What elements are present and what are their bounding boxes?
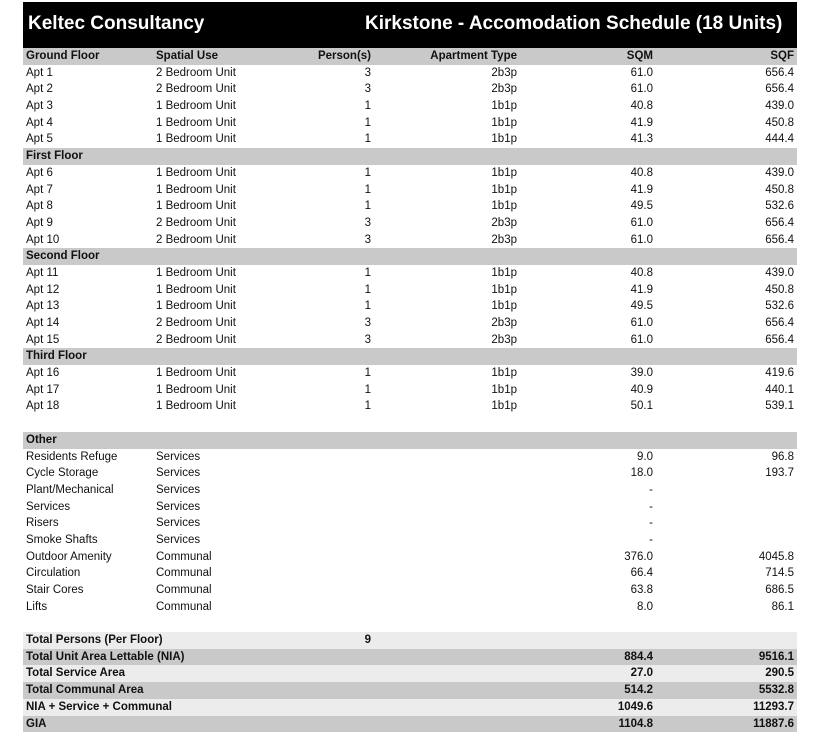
unit-sqm: 39.0 (630, 367, 653, 380)
unit-spatial-use: 1 Bedroom Unit (156, 367, 236, 380)
table-row (23, 131, 797, 148)
unit-persons: 3 (364, 66, 371, 79)
floor-name: First Floor (26, 150, 83, 163)
area-spatial-use: Services (156, 517, 201, 530)
area-sqm: - (649, 500, 653, 513)
unit-apartment-type: 1b1p (491, 300, 517, 313)
area-name: Cycle Storage (26, 467, 99, 480)
unit-name: Apt 13 (26, 300, 60, 313)
area-sqf: 686.5 (765, 584, 794, 596)
unit-apartment-type: 1b1p (491, 283, 517, 296)
unit-sqf: 656.4 (765, 83, 794, 96)
unit-spatial-use: 2 Bedroom Unit (156, 216, 236, 229)
area-spatial-use: Services (156, 467, 201, 480)
unit-name: Apt 10 (26, 233, 60, 246)
table-row (23, 165, 797, 182)
unit-sqf: 439.0 (765, 266, 794, 279)
unit-spatial-use: 2 Bedroom Unit (156, 333, 236, 346)
area-spatial-use: Communal (156, 567, 212, 580)
unit-sqm: 40.8 (630, 266, 653, 279)
table-row (23, 398, 797, 415)
unit-name: Apt 4 (26, 116, 53, 129)
unit-persons: 1 (364, 166, 371, 179)
unit-sqf: 450.8 (765, 283, 794, 296)
unit-spatial-use: 2 Bedroom Unit (156, 83, 236, 96)
unit-sqm: 49.5 (630, 300, 653, 313)
area-sqm: 66.4 (630, 567, 653, 580)
table-row (23, 65, 797, 82)
column-header-sqf: SQF (770, 50, 794, 62)
accommodation-schedule-sheet (23, 2, 797, 732)
area-name: Risers (26, 517, 59, 530)
total-sqf: 5532.8 (758, 684, 794, 697)
unit-name: Apt 2 (26, 83, 53, 96)
unit-sqf: 656.4 (765, 216, 794, 229)
area-sqm: - (649, 533, 653, 546)
column-header-spatial-use: Spatial Use (156, 50, 218, 62)
total-label: NIA + Service + Communal (26, 700, 172, 713)
totals-row (23, 682, 797, 699)
area-spatial-use: Services (156, 500, 201, 513)
unit-sqm: 61.0 (630, 233, 653, 246)
unit-sqm: 40.8 (630, 100, 653, 113)
unit-apartment-type: 2b3p (491, 66, 517, 79)
table-row (23, 98, 797, 115)
unit-sqm: 61.0 (630, 333, 653, 346)
floor-header-row (23, 348, 797, 365)
unit-apartment-type: 1b1p (491, 100, 517, 113)
unit-apartment-type: 1b1p (491, 133, 517, 146)
area-name: Smoke Shafts (26, 533, 98, 546)
table-row (23, 81, 797, 98)
area-name: Services (26, 500, 71, 513)
unit-sqm: 40.8 (630, 166, 653, 179)
table-row (23, 332, 797, 349)
unit-spatial-use: 2 Bedroom Unit (156, 317, 236, 329)
unit-sqm: 41.9 (630, 183, 653, 196)
area-spatial-use: Services (156, 450, 201, 463)
unit-name: Apt 15 (26, 333, 60, 346)
totals-row (23, 699, 797, 716)
unit-sqf: 656.4 (765, 66, 794, 79)
unit-apartment-type: 1b1p (491, 116, 517, 129)
column-header-apartment-type: Apartment Type (430, 50, 517, 62)
unit-apartment-type: 1b1p (491, 266, 517, 279)
area-sqf: 4045.8 (758, 550, 794, 563)
total-sqm: 27.0 (630, 667, 653, 680)
unit-sqf: 439.0 (765, 100, 794, 113)
unit-sqm: 41.3 (630, 133, 653, 146)
total-label: Total Communal Area (26, 684, 144, 697)
area-sqm: - (649, 483, 653, 496)
table-row (23, 215, 797, 232)
table-row (23, 198, 797, 215)
area-name: Outdoor Amenity (26, 550, 112, 563)
unit-apartment-type: 2b3p (491, 317, 517, 329)
unit-name: Apt 6 (26, 166, 53, 179)
unit-sqf: 444.4 (765, 133, 794, 146)
unit-spatial-use: 2 Bedroom Unit (156, 66, 236, 79)
column-header-sqm: SQM (626, 50, 653, 62)
unit-name: Apt 14 (26, 317, 60, 329)
table-row (23, 265, 797, 282)
unit-spatial-use: 1 Bedroom Unit (156, 266, 236, 279)
unit-name: Apt 11 (26, 266, 59, 279)
unit-spatial-use: 1 Bedroom Unit (156, 133, 236, 146)
table-row (23, 298, 797, 315)
floor-header-row (23, 148, 797, 165)
unit-persons: 1 (364, 283, 371, 296)
unit-apartment-type: 2b3p (491, 216, 517, 229)
unit-persons: 1 (364, 300, 371, 313)
unit-name: Apt 18 (26, 400, 60, 413)
schedule-table (23, 48, 797, 732)
table-row (23, 115, 797, 132)
table-row (23, 599, 797, 616)
unit-sqm: 49.5 (630, 200, 653, 213)
unit-name: Apt 16 (26, 367, 60, 380)
schedule-header (23, 2, 797, 48)
unit-name: Apt 3 (26, 100, 53, 113)
unit-sqm: 61.0 (630, 66, 653, 79)
table-row (23, 382, 797, 399)
unit-spatial-use: 1 Bedroom Unit (156, 100, 236, 113)
table-row (23, 282, 797, 299)
total-persons: 9 (364, 634, 371, 647)
area-name: Lifts (26, 600, 48, 613)
area-name: Circulation (26, 567, 81, 580)
area-spatial-use: Communal (156, 584, 212, 596)
area-sqf: 96.8 (771, 450, 794, 463)
table-spacer (23, 415, 797, 432)
unit-name: Apt 1 (26, 66, 53, 79)
table-row (23, 499, 797, 516)
unit-name: Apt 5 (26, 133, 53, 146)
unit-spatial-use: 1 Bedroom Unit (156, 200, 236, 213)
area-spatial-use: Communal (156, 600, 212, 613)
unit-persons: 1 (364, 400, 371, 413)
other-section-name: Other (26, 433, 57, 446)
totals-row (23, 716, 797, 733)
unit-sqf: 532.6 (765, 300, 794, 313)
total-sqm: 1049.6 (617, 700, 653, 713)
unit-persons: 3 (364, 233, 371, 246)
unit-persons: 1 (364, 383, 371, 396)
unit-spatial-use: 1 Bedroom Unit (156, 183, 236, 196)
unit-persons: 3 (364, 333, 371, 346)
floor-name: Third Floor (26, 350, 87, 363)
unit-name: Apt 12 (26, 283, 60, 296)
unit-persons: 1 (364, 133, 371, 146)
unit-sqf: 419.6 (765, 367, 794, 380)
total-sqf: 11293.7 (753, 700, 794, 713)
unit-sqm: 61.0 (630, 83, 653, 96)
unit-apartment-type: 2b3p (491, 83, 517, 96)
total-sqm: 884.4 (624, 650, 653, 663)
unit-sqf: 656.4 (765, 233, 794, 246)
total-sqf: 290.5 (765, 667, 794, 680)
unit-name: Apt 17 (26, 383, 60, 396)
area-sqm: 18.0 (630, 467, 653, 480)
table-row (23, 182, 797, 199)
area-sqf: 193.7 (765, 467, 794, 480)
table-row (23, 315, 797, 332)
unit-apartment-type: 1b1p (491, 367, 517, 380)
unit-name: Apt 9 (26, 216, 53, 229)
unit-apartment-type: 1b1p (491, 183, 517, 196)
area-sqm: 376.0 (624, 550, 653, 563)
unit-persons: 1 (364, 183, 371, 196)
area-spatial-use: Services (156, 533, 201, 546)
area-spatial-use: Services (156, 483, 201, 496)
unit-persons: 1 (364, 116, 371, 129)
unit-sqf: 439.0 (765, 166, 794, 179)
area-sqf: 714.5 (765, 567, 794, 580)
unit-spatial-use: 1 Bedroom Unit (156, 116, 236, 129)
table-row (23, 365, 797, 382)
total-label: Total Service Area (26, 667, 126, 680)
unit-spatial-use: 1 Bedroom Unit (156, 300, 236, 313)
schedule-title: Kirkstone - Accomodation Schedule (18 Units) (365, 13, 783, 34)
unit-sqf: 440.1 (765, 383, 794, 396)
unit-sqm: 61.0 (630, 216, 653, 229)
totals-row (23, 649, 797, 666)
unit-sqm: 50.1 (630, 400, 653, 413)
total-sqf: 11887.6 (753, 717, 794, 730)
table-row (23, 582, 797, 599)
unit-sqf: 450.8 (765, 116, 794, 129)
unit-persons: 1 (364, 100, 371, 113)
total-label: Total Unit Area Lettable (NIA) (26, 650, 185, 663)
column-header-persons: Person(s) (317, 50, 371, 62)
total-label: Total Persons (Per Floor) (26, 634, 163, 647)
area-spatial-use: Communal (156, 550, 212, 563)
unit-name: Apt 7 (26, 183, 53, 196)
table-row (23, 482, 797, 499)
unit-spatial-use: 1 Bedroom Unit (156, 383, 236, 396)
unit-spatial-use: 1 Bedroom Unit (156, 283, 236, 296)
unit-spatial-use: 1 Bedroom Unit (156, 166, 236, 179)
unit-sqf: 532.6 (765, 200, 794, 213)
unit-apartment-type: 2b3p (491, 233, 517, 246)
area-sqm: - (649, 517, 653, 530)
area-sqm: 9.0 (637, 450, 653, 463)
area-name: Stair Cores (26, 584, 84, 596)
table-row (23, 232, 797, 249)
totals-row (23, 632, 797, 649)
unit-sqm: 41.9 (630, 116, 653, 129)
unit-name: Apt 8 (26, 200, 53, 213)
unit-sqm: 40.9 (630, 383, 653, 396)
unit-persons: 1 (364, 200, 371, 213)
floor-name: Second Floor (26, 250, 100, 263)
table-row (23, 465, 797, 482)
unit-sqf: 450.8 (765, 183, 794, 196)
unit-apartment-type: 1b1p (491, 400, 517, 413)
unit-spatial-use: 2 Bedroom Unit (156, 233, 236, 246)
table-row (23, 532, 797, 549)
floor-header-row (23, 48, 797, 65)
unit-sqf: 656.4 (765, 317, 794, 329)
area-sqm: 8.0 (637, 600, 653, 613)
total-sqm: 1104.8 (618, 717, 653, 730)
area-name: Plant/Mechanical (26, 483, 114, 496)
other-header-row (23, 432, 797, 449)
floor-header-row (23, 248, 797, 265)
area-sqf: 86.1 (771, 600, 794, 613)
table-row (23, 515, 797, 532)
total-sqf: 9516.1 (758, 650, 794, 663)
table-row (23, 449, 797, 466)
area-sqm: 63.8 (630, 584, 653, 596)
table-row (23, 549, 797, 566)
unit-apartment-type: 1b1p (491, 166, 517, 179)
unit-apartment-type: 2b3p (491, 333, 517, 346)
unit-apartment-type: 1b1p (491, 200, 517, 213)
unit-sqm: 61.0 (630, 317, 653, 329)
unit-persons: 1 (364, 367, 371, 380)
unit-persons: 3 (364, 216, 371, 229)
unit-sqf: 656.4 (765, 333, 794, 346)
totals-row (23, 665, 797, 682)
total-sqm: 514.2 (624, 684, 653, 697)
unit-spatial-use: 1 Bedroom Unit (156, 400, 236, 413)
unit-apartment-type: 1b1p (491, 383, 517, 396)
unit-sqm: 41.9 (630, 283, 653, 296)
unit-persons: 3 (364, 83, 371, 96)
company-name: Keltec Consultancy (28, 13, 205, 34)
unit-persons: 1 (364, 266, 371, 279)
total-label: GIA (26, 717, 47, 730)
floor-name: Ground Floor (26, 50, 100, 62)
table-spacer (23, 615, 797, 632)
unit-persons: 3 (364, 317, 371, 329)
table-row (23, 565, 797, 582)
unit-sqf: 539.1 (765, 400, 794, 413)
area-name: Residents Refuge (26, 450, 118, 463)
